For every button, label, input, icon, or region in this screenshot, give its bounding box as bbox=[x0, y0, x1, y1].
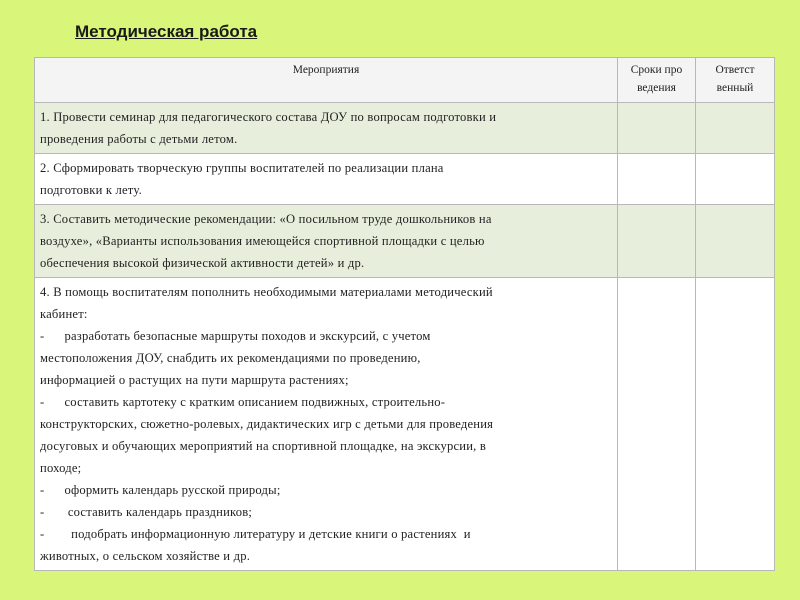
task-line: походе; bbox=[40, 461, 82, 475]
task-line: - составить календарь праздников; bbox=[40, 505, 253, 519]
task-line: досуговых и обучающих мероприятий на спортивной площадке, на экскурсии, в bbox=[40, 439, 486, 453]
period-cell bbox=[618, 278, 696, 571]
activities-table bbox=[34, 57, 775, 571]
task-cell bbox=[35, 205, 618, 278]
responsible-cell bbox=[696, 278, 775, 571]
responsible-cell bbox=[696, 154, 775, 205]
table-row bbox=[35, 103, 775, 154]
table-row bbox=[35, 205, 775, 278]
header-period: Сроки про ведения bbox=[618, 58, 696, 103]
table-row bbox=[35, 154, 775, 205]
task-line: 4. В помощь воспитателям пополнить необходимыми материалами методический bbox=[40, 285, 493, 299]
task-line: животных, о сельском хозяйстве и др. bbox=[40, 549, 251, 563]
period-cell bbox=[618, 205, 696, 278]
task-line: местоположения ДОУ, снабдить их рекомендациями по проведению, bbox=[40, 351, 421, 365]
task-line: 2. Сформировать творческую группы воспитателей по реализации плана bbox=[40, 161, 444, 175]
task-line: конструкторских, сюжетно-ролевых, дидактических игр с детьми для проведения bbox=[40, 417, 494, 431]
task-line: - подобрать информационную литературу и детские книги о растениях и bbox=[40, 527, 471, 541]
task-cell bbox=[35, 103, 618, 154]
page-title: Методическая работа bbox=[75, 22, 258, 41]
task-line: кабинет: bbox=[40, 307, 88, 321]
task-line: 1. Провести семинар для педагогического состава ДОУ по вопросам подготовки и bbox=[40, 110, 497, 124]
task-cell bbox=[35, 278, 618, 571]
header-responsible: Ответст венный bbox=[696, 58, 775, 103]
task-line: воздухе», «Варианты использования имеющейся спортивной площадки с целью bbox=[40, 234, 485, 248]
task-line: 3. Составить методические рекомендации: «О посильном труде дошкольников на bbox=[40, 212, 492, 226]
header-activities: Мероприятия bbox=[35, 58, 618, 103]
task-line: подготовки к лету. bbox=[40, 183, 142, 197]
task-line: информацией о растущих на пути маршрута растениях; bbox=[40, 373, 349, 387]
table-row bbox=[35, 278, 775, 571]
period-cell bbox=[618, 103, 696, 154]
task-line: проведения работы с детьми летом. bbox=[40, 132, 238, 146]
task-cell bbox=[35, 154, 618, 205]
table-header-row bbox=[35, 58, 775, 103]
task-line: обеспечения высокой физической активности детей» и др. bbox=[40, 256, 365, 270]
responsible-cell bbox=[696, 205, 775, 278]
task-line: - составить картотеку с кратким описанием подвижных, строительно- bbox=[40, 395, 446, 409]
task-line: - разработать безопасные маршруты походов и экскурсий, с учетом bbox=[40, 329, 431, 343]
task-line: - оформить календарь русской природы; bbox=[40, 483, 281, 497]
period-cell bbox=[618, 154, 696, 205]
responsible-cell bbox=[696, 103, 775, 154]
